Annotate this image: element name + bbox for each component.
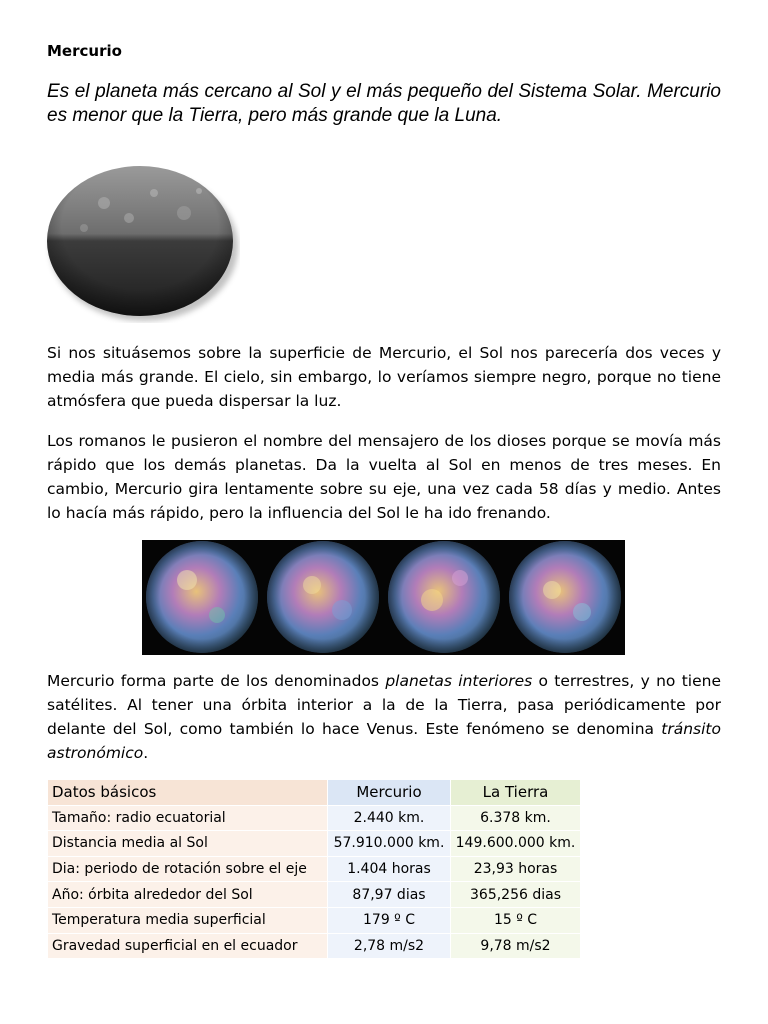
table-header-cell: La Tierra	[451, 780, 581, 806]
table-cell-tierra: 23,93 horas	[451, 856, 581, 882]
table-cell-label: Temperatura media superficial	[48, 907, 328, 933]
table-cell-mercurio: 57.910.000 km.	[328, 831, 451, 857]
table-cell-label: Año: órbita alrededor del Sol	[48, 882, 328, 908]
table-row	[48, 907, 581, 933]
table-cell-tierra: 365,256 dias	[451, 882, 581, 908]
paragraph-romans: Los romanos le pusieron el nombre del mensajero de los dioses porque se movía más rápido que los demás planetas. Da la vuelta al Sol en menos de tres meses. En cambio, Mercurio gira lentamente sobre su eje, una vez cada 58 días y medio. Antes lo hacía más rápido, pero la influencia del Sol le ha ido frenando.	[47, 432, 721, 522]
mercury-photo	[44, 163, 240, 323]
intro-text: Es el planeta más cercano al Sol y el más pequeño del Sistema Solar. Mercurio es menor que la Tierra, pero más grande que la Luna.	[47, 81, 721, 126]
page-title: Mercurio	[47, 42, 122, 60]
table-row	[48, 831, 581, 857]
mercury-color-mosaic-image	[142, 540, 625, 655]
table-cell-label: Tamaño: radio ecuatorial	[48, 805, 328, 831]
table-cell-mercurio: 2.440 km.	[328, 805, 451, 831]
paragraph3-part1: Mercurio forma parte de los denominados	[47, 672, 386, 690]
paragraph3-part3: .	[143, 744, 149, 762]
table-cell-mercurio: 2,78 m/s2	[328, 933, 451, 959]
table-cell-tierra: 9,78 m/s2	[451, 933, 581, 959]
table-header-row	[48, 780, 581, 806]
table-row	[48, 805, 581, 831]
table-cell-mercurio: 1.404 horas	[328, 856, 451, 882]
term-planetas-interiores: planetas interiores	[385, 672, 533, 690]
table-header-cell: Mercurio	[328, 780, 451, 806]
table-cell-label: Distancia media al Sol	[48, 831, 328, 857]
table-cell-tierra: 15 º C	[451, 907, 581, 933]
table-row	[48, 933, 581, 959]
table-cell-tierra: 6.378 km.	[451, 805, 581, 831]
table-cell-label: Gravedad superficial en el ecuador	[48, 933, 328, 959]
table-header-cell: Datos básicos	[48, 780, 328, 806]
table-cell-mercurio: 179 º C	[328, 907, 451, 933]
basic-data-table	[47, 779, 581, 959]
table-row	[48, 856, 581, 882]
table-cell-tierra: 149.600.000 km.	[451, 831, 581, 857]
table-cell-label: Dia: periodo de rotación sobre el eje	[48, 856, 328, 882]
paragraph3-part2: o terrestres, y no tiene satélites. Al tener una órbita interior a la de la Tierra, pasa periódicamente por delante del Sol, como también lo hace Venus. Este fenómeno se denomina	[47, 672, 721, 738]
term-transito-astronomico: tránsito astronómico	[47, 720, 721, 762]
table-cell-mercurio: 87,97 dias	[328, 882, 451, 908]
paragraph-interior-planets	[47, 669, 721, 765]
table-row	[48, 882, 581, 908]
paragraph-surface: Si nos situásemos sobre la superficie de Mercurio, el Sol nos parecería dos veces y media más grande. El cielo, sin embargo, lo veríamos siempre negro, porque no tiene atmósfera que pueda dispersar la luz.	[47, 344, 721, 410]
